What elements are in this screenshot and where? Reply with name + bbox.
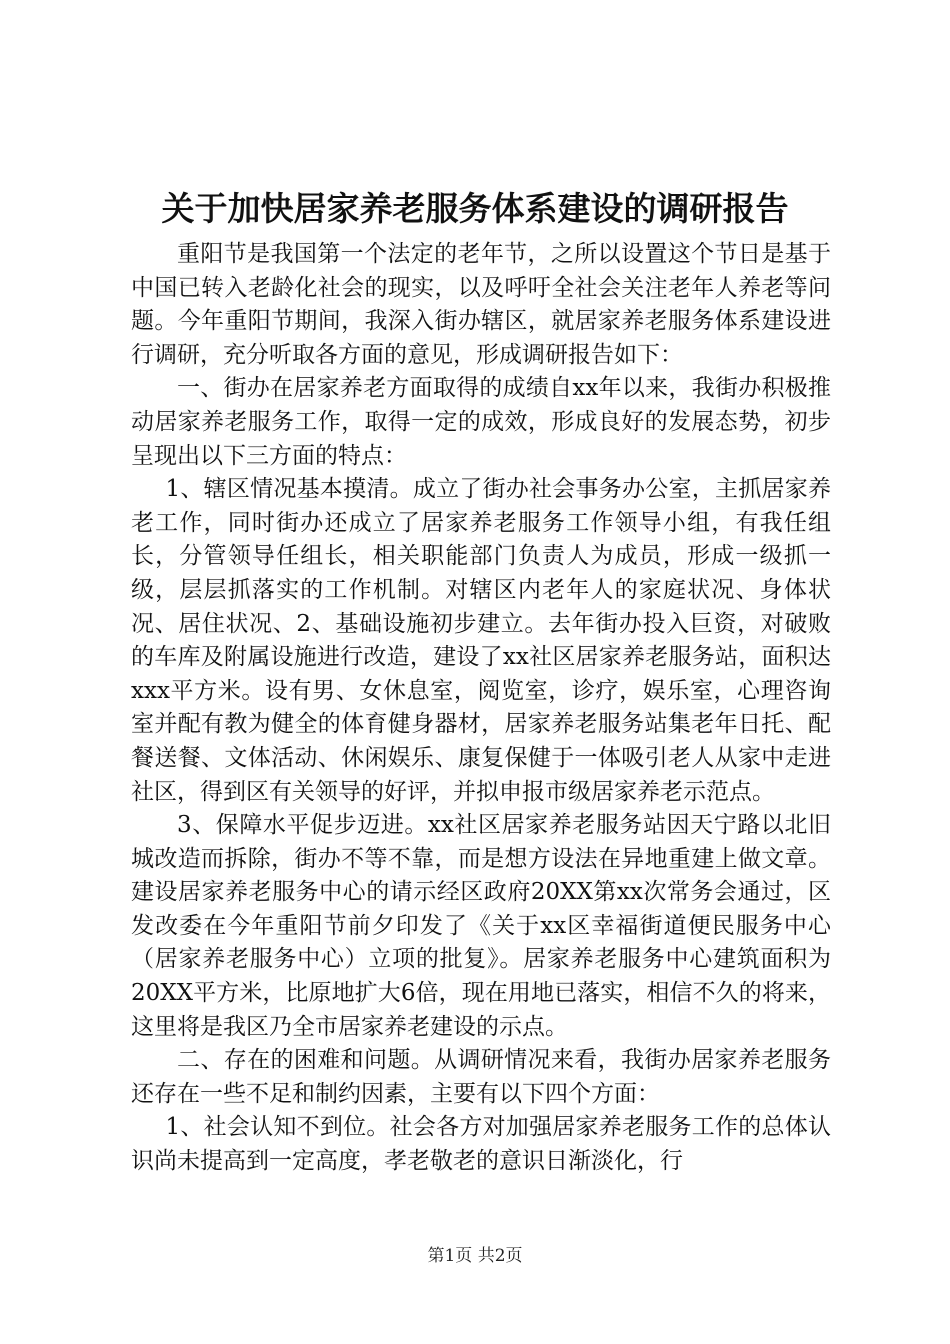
paragraph-section-two: 二、存在的困难和问题。从调研情况来看，我街办居家养老服务还存在一些不足和制约因素，主要有以下四个方面： — [131, 1047, 831, 1107]
paragraph-section-one: 一、街办在居家养老方面取得的成绩自xx年以来，我街办积极推动居家养老服务工作，取得一定的成效，形成良好的发展态势，初步呈现出以下三方面的特点： — [131, 375, 831, 469]
paragraph-point-3: 3、保障水平促步迈进。xx社区居家养老服务站因天宁路以北旧城改造而拆除，街办不等不靠，而是想方设法在异地重建上做文章。建设居家养老服务中心的请示经区政府20XX第xx次常务会通过，区发改委在今年重阳节前夕印发了《关于xx区幸福街道便民服务中心（居家养老服务中心）立项的批复》。居家养老服务中心建筑面积为20XX平方米，比原地扩大6倍，现在用地已落实，相信不久的将来，这里将是我区乃全市居家养老建设的示点。 — [131, 812, 831, 1040]
paragraph-intro: 重阳节是我国第一个法定的老年节，之所以设置这个节日是基于中国已转入老龄化社会的现实，以及呼吁全社会关注老年人养老等问题。今年重阳节期间，我深入街办辖区，就居家养老服务体系建设进行调研，充分听取各方面的意见，形成调研报告如下： — [131, 241, 831, 368]
document-body — [131, 238, 831, 1179]
paragraph-point-1: 1、辖区情况基本摸清。成立了街办社会事务办公室，主抓居家养老工作，同时街办还成立了居家养老服务工作领导小组，有我任组长，分管领导任组长，相关职能部门负责人为成员，形成一级抓一级，层层抓落实的工作机制。对辖区内老年人的家庭状况、身体状况、居住状况、2、基础设施初步建立。去年街办投入巨资，对破败的车库及附属设施进行改造，建设了xx社区居家养老服务站，面积达xxx平方米。设有男、女休息室，阅览室，诊疗，娱乐室，心理咨询室并配有教为健全的体育健身器材，居家养老服务站集老年日托、配餐送餐、文体活动、休闲娱乐、康复保健于一体吸引老人从家中走进社区，得到区有关领导的好评，并拟申报市级居家养老示范点。 — [131, 476, 831, 805]
page-footer: 第1页 共2页 — [427, 1246, 523, 1266]
paragraph-problem-1: 1、社会认知不到位。社会各方对加强居家养老服务工作的总体认识尚未提高到一定高度，孝老敬老的意识日渐淡化，行 — [131, 1114, 831, 1175]
document-title: 关于加快居家养老服务体系建设的调研报告 — [161, 189, 789, 228]
